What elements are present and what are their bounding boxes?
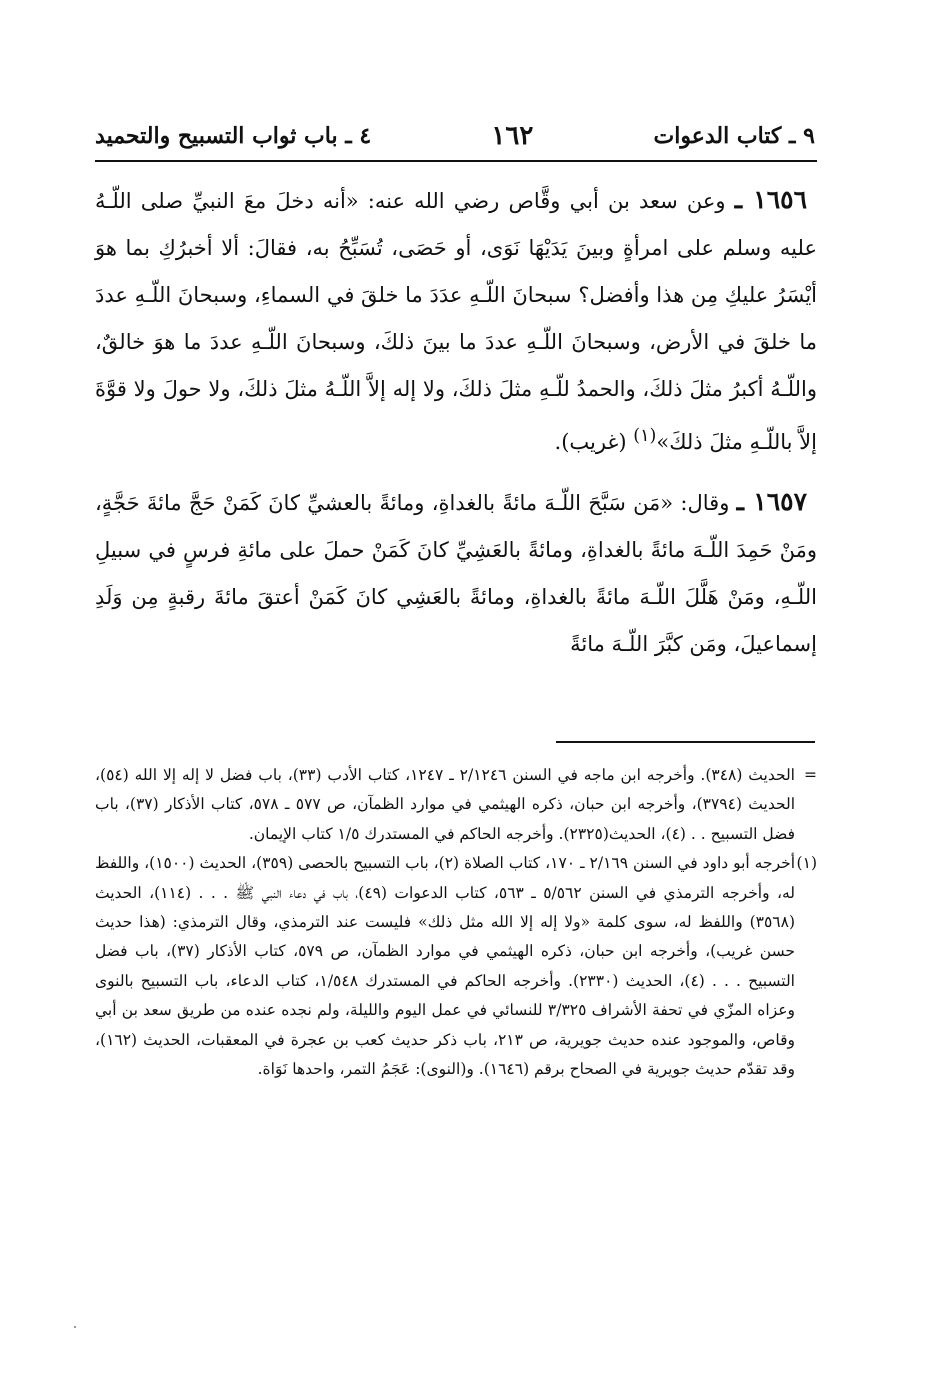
page-number: ١٦٢ [491, 121, 534, 151]
hadith-number: ١٦٥٧ ـ [736, 487, 808, 516]
hadith-text: وعن سعد بن أبي وقَّاص رضي الله عنه: «أنه دخلَ معَ النبيِّ صلى اللّـهُ عليه وسلم على امرأةٍ وبينَ يَدَيْهَا نَوَى، أو حَصَى، تُسَبِّحُ به، فقالَ: ألا أخبرُكِ بما هوَ أيْسَرُ عليكِ مِن هذا وأفضل؟ سبحانَ اللّـهِ عدَدَ ما خلقَ في السماءِ، وسبحانَ اللّـهِ عددَ ما خلقَ في الأرض، وسبحانَ اللّـهِ عددَ ما بينَ ذلكَ، وسبحانَ اللّـهِ عددَ ما هوَ خالقٌ، واللّـهُ أكبرُ مثلَ ذلكَ، والحمدُ للّـهِ مثلَ ذلكَ، ولا إله إلاَّ اللّـهُ مثلَ ذلكَ، ولا حولَ ولا قوَّةَ إلاَّ باللّـهِ مثلَ ذلكَ» [95, 189, 817, 454]
footnote-separator [556, 741, 815, 743]
footnote-mark: (١) [796, 854, 817, 873]
hadith-grade: (غريب). [554, 430, 634, 454]
chapter-title: ٩ ـ كتاب الدعوات [653, 123, 815, 149]
hadith-number: ١٦٥٦ ـ [734, 185, 807, 214]
hadith-text: وقال: «مَن سَبَّحَ اللّـهَ مائةً بالغداةِ، ومائةً بالعشيِّ كانَ كَمَنْ حَجَّ مائةَ حَجَّةٍ، ومَنْ حَمِدَ اللّـهَ مائةً بالغداةِ، ومائةً بالعَشِيِّ كانَ كَمَنْ حملَ على مائةِ فرسٍ في سبيلِ اللّـهِ، ومَنْ هَلَّلَ اللّـهَ مائةً بالغداةِ، ومائةً بالعَشِي كانَ كَمَنْ أعتقَ مائةَ رقبةٍ مِن وَلَدِ إسماعيلَ، ومَن كبَّرَ اللّـهَ مائةً [95, 491, 817, 656]
footnote-continuation [95, 761, 817, 849]
section-title: ٤ ـ باب ثواب التسبيح والتحميد [95, 123, 372, 149]
footnote-reference: (١) [633, 426, 657, 446]
hadith-1657 [95, 478, 817, 668]
footnote-mark: = [804, 766, 817, 784]
header-rule [95, 160, 817, 162]
margin-speck [74, 1326, 76, 1328]
main-text [95, 176, 817, 668]
footnote-text: أخرجه أبو داود في السنن ٢/١٦٩ ـ ١٧٠، كتاب الصلاة (٢)، باب التسبيح بالحصى (٣٥٩)، الحديث (١٥٠٠)، واللفظ له، وأخرجه الترمذي في السنن ٥/٥٦٢ ـ ٥٦٣، كتاب الدعوات (٤٩)، باب في دعاء النبي ﷺ . . . (١١٤)، الحديث (٣٥٦٨) واللفظ له، سوى كلمة «ولا إله إلا الله مثل ذلك» فليست عند الترمذي، وقال الترمذي: (هذا حديث حسن غريب)، وأخرجه ابن حبان، ذكره الهيثمي في موارد الظمآن، ص ٥٧٩، كتاب الأذكار (٣٧)، باب فضل التسبيح . . . (٤)، الحديث (٢٣٣٠). وأخرجه الحاكم في المستدرك ١/٥٤٨، كتاب الدعاء، باب التسبيح بالنوى وعزاه المزّي في تحفة الأشراف ٣/٣٢٥ للنسائي في عمل اليوم والليلة، ولم نجده عنده من طريق سعد بن أبي وقاص، والموجود عنده حديث جويرية، ص ٢١٣، باب ذكر حديث كعب بن عجرة في المعقبات، الحديث (١٦٢)، وقد تقدّم حديث جويرية في الصحاح برقم (١٦٤٦). و(النوى): عَجَمُ التمر، واحدها نَوَاة. [95, 854, 796, 1079]
footnote-1 [95, 849, 817, 1084]
running-header [95, 114, 815, 158]
footnote-text: الحديث (٣٤٨). وأخرجه ابن ماجه في السنن ٢/١٢٤٦ ـ ١٢٤٧، كتاب الأدب (٣٣)، باب فضل لا إله إلا الله (٥٤)، الحديث (٣٧٩٤)، وأخرجه ابن حبان، ذكره الهيثمي في موارد الظمآن، ص ٥٧٧ ـ ٥٧٨، كتاب الأذكار (٣٧)، باب فضل التسبيح . . (٤)، الحديث(٢٣٢٥). وأخرجه الحاكم في المستدرك ١/٥ كتاب الإيمان. [95, 766, 796, 843]
footnotes [95, 761, 817, 1084]
hadith-1656 [95, 176, 817, 466]
